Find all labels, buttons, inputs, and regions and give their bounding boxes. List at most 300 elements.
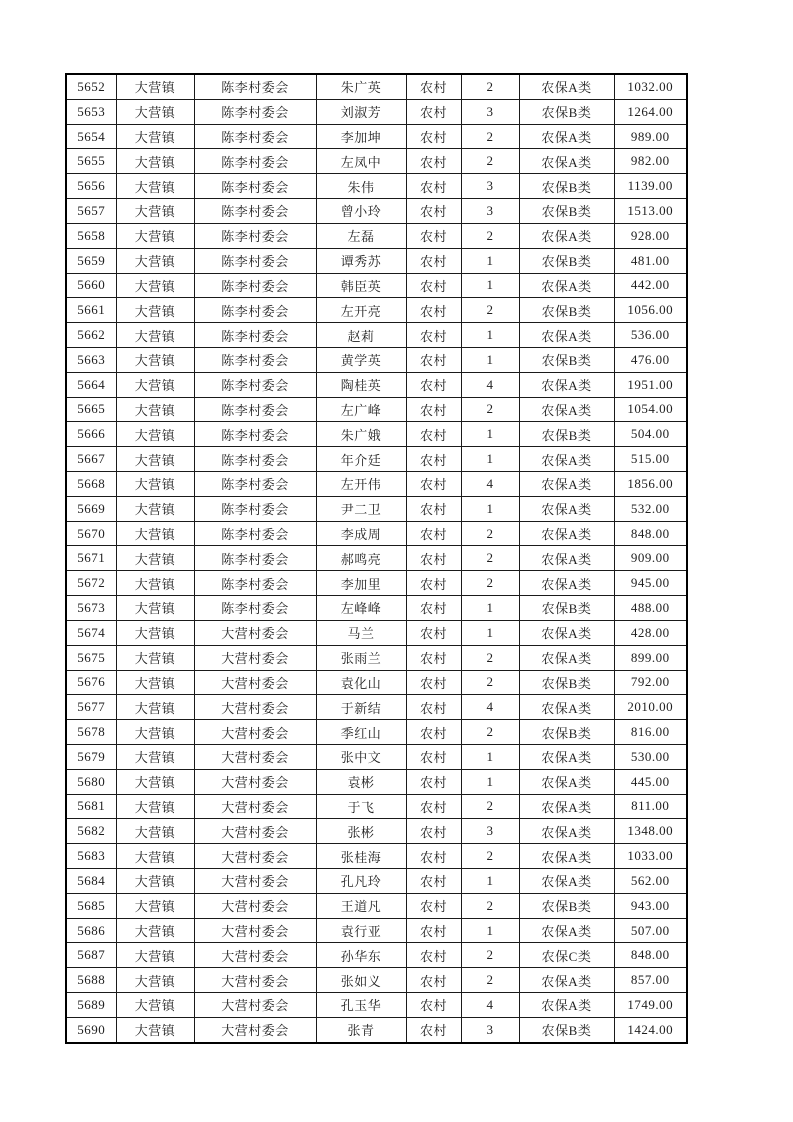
cell-id: 5686: [66, 918, 116, 943]
cell-name: 袁彬: [316, 769, 406, 794]
cell-name: 李加坤: [316, 124, 406, 149]
cell-count: 3: [461, 174, 519, 199]
table-row: [66, 521, 687, 546]
cell-category: 农保A类: [519, 769, 614, 794]
cell-id: 5672: [66, 571, 116, 596]
beneficiary-table: [65, 73, 688, 1044]
cell-town: 大营镇: [116, 794, 194, 819]
cell-residence: 农村: [406, 496, 461, 521]
table-row: [66, 124, 687, 149]
cell-residence: 农村: [406, 769, 461, 794]
cell-residence: 农村: [406, 670, 461, 695]
table-row: [66, 99, 687, 124]
cell-count: 4: [461, 372, 519, 397]
cell-count: 2: [461, 223, 519, 248]
cell-id: 5685: [66, 893, 116, 918]
cell-village: 陈李村委会: [194, 199, 316, 224]
cell-residence: 农村: [406, 124, 461, 149]
table-row: [66, 918, 687, 943]
cell-name: 李成周: [316, 521, 406, 546]
cell-town: 大营镇: [116, 199, 194, 224]
cell-name: 张中文: [316, 744, 406, 769]
cell-name: 尹二卫: [316, 496, 406, 521]
cell-name: 王道凡: [316, 893, 406, 918]
table-row: [66, 74, 687, 99]
cell-residence: 农村: [406, 794, 461, 819]
cell-id: 5671: [66, 546, 116, 571]
table-row: [66, 546, 687, 571]
cell-village: 陈李村委会: [194, 124, 316, 149]
cell-count: 4: [461, 993, 519, 1018]
cell-id: 5683: [66, 844, 116, 869]
table-row: [66, 968, 687, 993]
cell-residence: 农村: [406, 149, 461, 174]
cell-residence: 农村: [406, 472, 461, 497]
cell-village: 大营村委会: [194, 794, 316, 819]
table-row: [66, 223, 687, 248]
cell-name: 年介廷: [316, 447, 406, 472]
cell-name: 于新结: [316, 695, 406, 720]
cell-town: 大营镇: [116, 620, 194, 645]
table-row: [66, 844, 687, 869]
cell-residence: 农村: [406, 447, 461, 472]
table-row: [66, 620, 687, 645]
cell-category: 农保A类: [519, 819, 614, 844]
table-row: [66, 149, 687, 174]
cell-town: 大营镇: [116, 372, 194, 397]
cell-category: 农保A类: [519, 869, 614, 894]
cell-id: 5688: [66, 968, 116, 993]
cell-residence: 农村: [406, 521, 461, 546]
cell-category: 农保B类: [519, 1017, 614, 1043]
table-row: [66, 397, 687, 422]
cell-amount: 989.00: [614, 124, 687, 149]
cell-amount: 1348.00: [614, 819, 687, 844]
cell-village: 陈李村委会: [194, 99, 316, 124]
table-row: [66, 794, 687, 819]
table-row: [66, 422, 687, 447]
table-row: [66, 943, 687, 968]
cell-id: 5676: [66, 670, 116, 695]
cell-name: 张彬: [316, 819, 406, 844]
table-row: [66, 596, 687, 621]
table-row: [66, 174, 687, 199]
cell-town: 大营镇: [116, 695, 194, 720]
cell-amount: 1139.00: [614, 174, 687, 199]
cell-name: 刘淑芳: [316, 99, 406, 124]
cell-name: 张桂海: [316, 844, 406, 869]
cell-category: 农保A类: [519, 918, 614, 943]
cell-category: 农保A类: [519, 546, 614, 571]
cell-town: 大营镇: [116, 645, 194, 670]
cell-town: 大营镇: [116, 149, 194, 174]
cell-count: 1: [461, 869, 519, 894]
cell-amount: 504.00: [614, 422, 687, 447]
cell-village: 陈李村委会: [194, 149, 316, 174]
cell-id: 5682: [66, 819, 116, 844]
cell-count: 2: [461, 74, 519, 99]
cell-category: 农保B类: [519, 347, 614, 372]
cell-amount: 1513.00: [614, 199, 687, 224]
cell-id: 5670: [66, 521, 116, 546]
table-row: [66, 323, 687, 348]
cell-id: 5663: [66, 347, 116, 372]
table-row: [66, 670, 687, 695]
cell-village: 陈李村委会: [194, 74, 316, 99]
cell-town: 大营镇: [116, 819, 194, 844]
cell-name: 李加里: [316, 571, 406, 596]
cell-category: 农保A类: [519, 496, 614, 521]
cell-name: 曾小玲: [316, 199, 406, 224]
cell-category: 农保A类: [519, 645, 614, 670]
cell-name: 袁化山: [316, 670, 406, 695]
cell-count: 2: [461, 645, 519, 670]
cell-village: 陈李村委会: [194, 372, 316, 397]
cell-amount: 536.00: [614, 323, 687, 348]
cell-residence: 农村: [406, 347, 461, 372]
cell-residence: 农村: [406, 993, 461, 1018]
cell-category: 农保B类: [519, 596, 614, 621]
cell-category: 农保B类: [519, 99, 614, 124]
cell-category: 农保A类: [519, 372, 614, 397]
cell-count: 2: [461, 149, 519, 174]
cell-count: 2: [461, 720, 519, 745]
cell-village: 陈李村委会: [194, 223, 316, 248]
cell-village: 陈李村委会: [194, 397, 316, 422]
cell-village: 陈李村委会: [194, 472, 316, 497]
cell-count: 1: [461, 422, 519, 447]
cell-village: 大营村委会: [194, 1017, 316, 1043]
cell-amount: 1056.00: [614, 298, 687, 323]
cell-count: 3: [461, 1017, 519, 1043]
cell-id: 5690: [66, 1017, 116, 1043]
cell-village: 陈李村委会: [194, 298, 316, 323]
table-row: [66, 993, 687, 1018]
cell-residence: 农村: [406, 99, 461, 124]
cell-name: 于飞: [316, 794, 406, 819]
cell-id: 5661: [66, 298, 116, 323]
cell-category: 农保A类: [519, 695, 614, 720]
cell-count: 1: [461, 769, 519, 794]
cell-category: 农保A类: [519, 273, 614, 298]
cell-residence: 农村: [406, 273, 461, 298]
cell-id: 5673: [66, 596, 116, 621]
cell-count: 4: [461, 695, 519, 720]
cell-town: 大营镇: [116, 918, 194, 943]
cell-amount: 928.00: [614, 223, 687, 248]
cell-count: 2: [461, 397, 519, 422]
cell-category: 农保A类: [519, 794, 614, 819]
cell-name: 郝鸣亮: [316, 546, 406, 571]
cell-residence: 农村: [406, 943, 461, 968]
cell-residence: 农村: [406, 571, 461, 596]
cell-name: 季红山: [316, 720, 406, 745]
cell-amount: 1033.00: [614, 844, 687, 869]
cell-amount: 857.00: [614, 968, 687, 993]
cell-amount: 2010.00: [614, 695, 687, 720]
cell-amount: 515.00: [614, 447, 687, 472]
cell-name: 左开亮: [316, 298, 406, 323]
cell-count: 1: [461, 496, 519, 521]
cell-village: 大营村委会: [194, 670, 316, 695]
cell-name: 左凤中: [316, 149, 406, 174]
cell-residence: 农村: [406, 869, 461, 894]
cell-count: 2: [461, 546, 519, 571]
cell-name: 孔凡玲: [316, 869, 406, 894]
table-row: [66, 248, 687, 273]
cell-name: 张如义: [316, 968, 406, 993]
cell-count: 1: [461, 447, 519, 472]
cell-town: 大营镇: [116, 844, 194, 869]
cell-id: 5668: [66, 472, 116, 497]
cell-id: 5679: [66, 744, 116, 769]
cell-id: 5680: [66, 769, 116, 794]
cell-category: 农保A类: [519, 620, 614, 645]
cell-town: 大营镇: [116, 869, 194, 894]
cell-residence: 农村: [406, 918, 461, 943]
cell-residence: 农村: [406, 199, 461, 224]
cell-id: 5657: [66, 199, 116, 224]
cell-amount: 811.00: [614, 794, 687, 819]
cell-town: 大营镇: [116, 124, 194, 149]
cell-id: 5654: [66, 124, 116, 149]
cell-category: 农保B类: [519, 893, 614, 918]
cell-village: 大营村委会: [194, 844, 316, 869]
cell-residence: 农村: [406, 720, 461, 745]
cell-village: 大营村委会: [194, 769, 316, 794]
cell-town: 大营镇: [116, 472, 194, 497]
cell-town: 大营镇: [116, 968, 194, 993]
cell-id: 5689: [66, 993, 116, 1018]
cell-category: 农保A类: [519, 149, 614, 174]
cell-id: 5664: [66, 372, 116, 397]
cell-town: 大营镇: [116, 397, 194, 422]
cell-count: 2: [461, 521, 519, 546]
cell-name: 左磊: [316, 223, 406, 248]
cell-name: 孔玉华: [316, 993, 406, 1018]
cell-category: 农保A类: [519, 223, 614, 248]
cell-residence: 农村: [406, 323, 461, 348]
cell-id: 5655: [66, 149, 116, 174]
cell-amount: 1054.00: [614, 397, 687, 422]
cell-amount: 848.00: [614, 943, 687, 968]
cell-id: 5675: [66, 645, 116, 670]
cell-village: 大营村委会: [194, 943, 316, 968]
cell-count: 1: [461, 918, 519, 943]
cell-amount: 1424.00: [614, 1017, 687, 1043]
table-row: [66, 496, 687, 521]
cell-id: 5662: [66, 323, 116, 348]
cell-id: 5677: [66, 695, 116, 720]
cell-name: 左开伟: [316, 472, 406, 497]
table-row: [66, 447, 687, 472]
cell-name: 张青: [316, 1017, 406, 1043]
cell-residence: 农村: [406, 74, 461, 99]
cell-count: 1: [461, 273, 519, 298]
cell-amount: 562.00: [614, 869, 687, 894]
cell-town: 大营镇: [116, 893, 194, 918]
cell-town: 大营镇: [116, 323, 194, 348]
cell-count: 1: [461, 744, 519, 769]
cell-town: 大营镇: [116, 298, 194, 323]
cell-town: 大营镇: [116, 248, 194, 273]
cell-residence: 农村: [406, 397, 461, 422]
cell-category: 农保B类: [519, 422, 614, 447]
cell-amount: 848.00: [614, 521, 687, 546]
cell-town: 大营镇: [116, 769, 194, 794]
cell-id: 5667: [66, 447, 116, 472]
cell-residence: 农村: [406, 744, 461, 769]
cell-residence: 农村: [406, 223, 461, 248]
cell-town: 大营镇: [116, 174, 194, 199]
cell-count: 3: [461, 819, 519, 844]
cell-amount: 445.00: [614, 769, 687, 794]
cell-category: 农保A类: [519, 571, 614, 596]
cell-residence: 农村: [406, 248, 461, 273]
cell-amount: 442.00: [614, 273, 687, 298]
table-row: [66, 273, 687, 298]
cell-residence: 农村: [406, 968, 461, 993]
cell-residence: 农村: [406, 893, 461, 918]
cell-village: 大营村委会: [194, 744, 316, 769]
cell-town: 大营镇: [116, 347, 194, 372]
cell-name: 孙华东: [316, 943, 406, 968]
cell-category: 农保B类: [519, 670, 614, 695]
cell-id: 5656: [66, 174, 116, 199]
cell-residence: 农村: [406, 1017, 461, 1043]
cell-residence: 农村: [406, 546, 461, 571]
cell-amount: 982.00: [614, 149, 687, 174]
cell-id: 5684: [66, 869, 116, 894]
cell-count: 2: [461, 794, 519, 819]
cell-town: 大营镇: [116, 546, 194, 571]
cell-name: 左广峰: [316, 397, 406, 422]
cell-amount: 1951.00: [614, 372, 687, 397]
cell-amount: 1749.00: [614, 993, 687, 1018]
table-row: [66, 744, 687, 769]
cell-category: 农保A类: [519, 521, 614, 546]
cell-village: 大营村委会: [194, 645, 316, 670]
cell-town: 大营镇: [116, 993, 194, 1018]
cell-residence: 农村: [406, 844, 461, 869]
cell-count: 2: [461, 893, 519, 918]
table-row: [66, 199, 687, 224]
cell-id: 5653: [66, 99, 116, 124]
table-row: [66, 695, 687, 720]
cell-residence: 农村: [406, 620, 461, 645]
cell-id: 5658: [66, 223, 116, 248]
cell-residence: 农村: [406, 372, 461, 397]
table-row: [66, 1017, 687, 1043]
cell-town: 大营镇: [116, 223, 194, 248]
table-row: [66, 347, 687, 372]
cell-category: 农保A类: [519, 397, 614, 422]
table-row: [66, 298, 687, 323]
cell-category: 农保A类: [519, 124, 614, 149]
cell-town: 大营镇: [116, 521, 194, 546]
cell-village: 陈李村委会: [194, 174, 316, 199]
cell-name: 韩臣英: [316, 273, 406, 298]
cell-amount: 909.00: [614, 546, 687, 571]
cell-amount: 530.00: [614, 744, 687, 769]
table-row: [66, 893, 687, 918]
table-row: [66, 819, 687, 844]
cell-residence: 农村: [406, 422, 461, 447]
cell-amount: 899.00: [614, 645, 687, 670]
cell-count: 3: [461, 99, 519, 124]
cell-count: 2: [461, 124, 519, 149]
cell-category: 农保B类: [519, 248, 614, 273]
cell-village: 大营村委会: [194, 720, 316, 745]
cell-residence: 农村: [406, 298, 461, 323]
cell-category: 农保B类: [519, 199, 614, 224]
table-row: [66, 720, 687, 745]
cell-village: 大营村委会: [194, 819, 316, 844]
cell-amount: 532.00: [614, 496, 687, 521]
cell-town: 大营镇: [116, 496, 194, 521]
cell-town: 大营镇: [116, 422, 194, 447]
cell-amount: 428.00: [614, 620, 687, 645]
cell-category: 农保A类: [519, 74, 614, 99]
cell-town: 大营镇: [116, 744, 194, 769]
table-row: [66, 869, 687, 894]
cell-id: 5687: [66, 943, 116, 968]
cell-town: 大营镇: [116, 571, 194, 596]
cell-category: 农保C类: [519, 943, 614, 968]
cell-amount: 507.00: [614, 918, 687, 943]
cell-count: 1: [461, 347, 519, 372]
cell-village: 陈李村委会: [194, 248, 316, 273]
cell-count: 4: [461, 472, 519, 497]
cell-name: 朱广娥: [316, 422, 406, 447]
cell-amount: 1032.00: [614, 74, 687, 99]
table-row: [66, 645, 687, 670]
cell-category: 农保A类: [519, 993, 614, 1018]
cell-count: 2: [461, 943, 519, 968]
table-body: [66, 74, 687, 1043]
cell-count: 1: [461, 323, 519, 348]
cell-category: 农保B类: [519, 298, 614, 323]
cell-village: 陈李村委会: [194, 273, 316, 298]
cell-amount: 476.00: [614, 347, 687, 372]
cell-name: 左峰峰: [316, 596, 406, 621]
cell-village: 陈李村委会: [194, 447, 316, 472]
cell-village: 大营村委会: [194, 893, 316, 918]
cell-category: 农保A类: [519, 447, 614, 472]
cell-amount: 481.00: [614, 248, 687, 273]
cell-category: 农保A类: [519, 744, 614, 769]
cell-name: 朱伟: [316, 174, 406, 199]
cell-residence: 农村: [406, 174, 461, 199]
cell-id: 5681: [66, 794, 116, 819]
cell-town: 大营镇: [116, 596, 194, 621]
cell-name: 马兰: [316, 620, 406, 645]
cell-count: 1: [461, 248, 519, 273]
cell-town: 大营镇: [116, 447, 194, 472]
cell-name: 袁行亚: [316, 918, 406, 943]
cell-count: 2: [461, 844, 519, 869]
cell-amount: 1264.00: [614, 99, 687, 124]
cell-id: 5666: [66, 422, 116, 447]
cell-amount: 488.00: [614, 596, 687, 621]
cell-category: 农保A类: [519, 472, 614, 497]
cell-name: 朱广英: [316, 74, 406, 99]
cell-id: 5669: [66, 496, 116, 521]
cell-amount: 792.00: [614, 670, 687, 695]
cell-village: 大营村委会: [194, 993, 316, 1018]
cell-town: 大营镇: [116, 74, 194, 99]
cell-count: 2: [461, 968, 519, 993]
